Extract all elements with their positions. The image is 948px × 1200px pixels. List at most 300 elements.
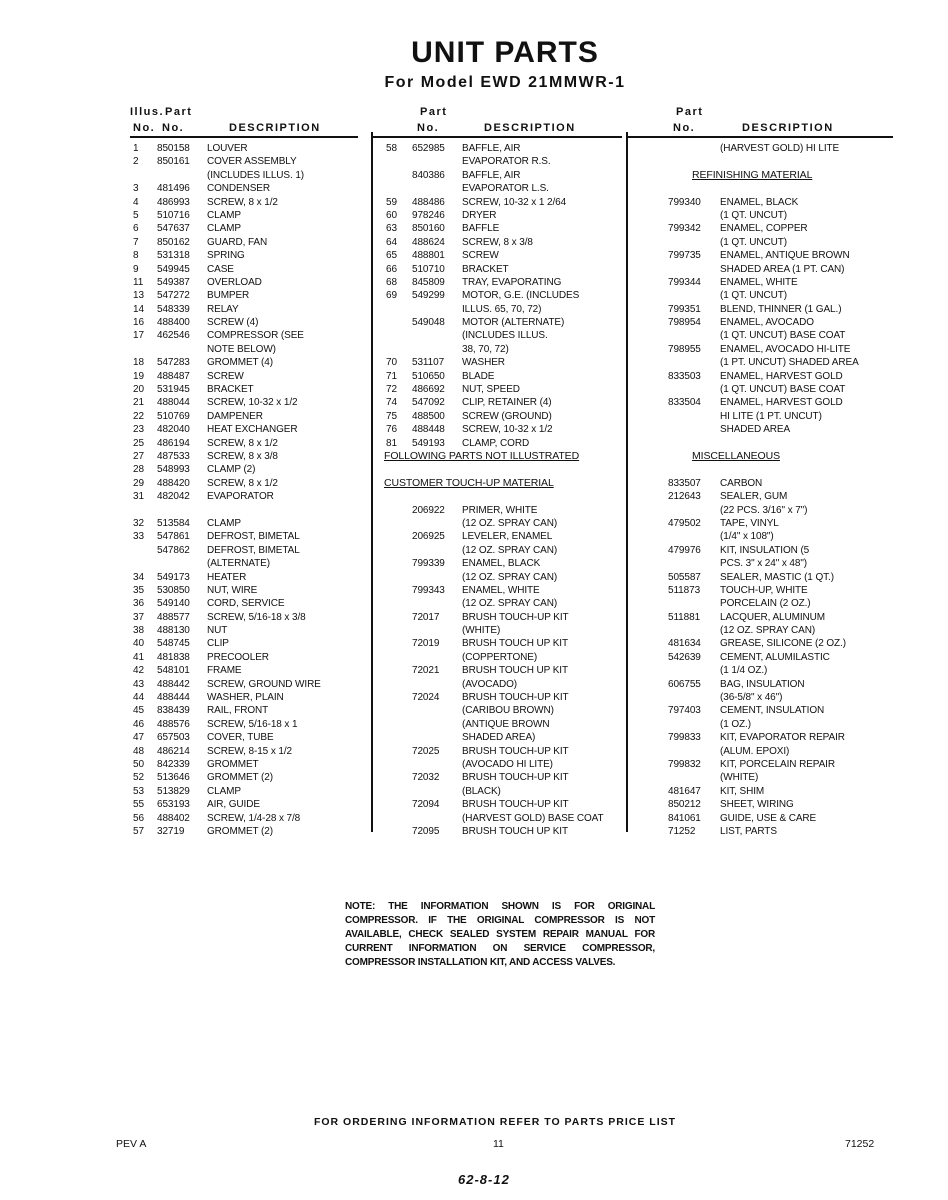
part-number: 845809 bbox=[412, 276, 445, 288]
part-row bbox=[130, 651, 360, 664]
part-description: (INCLUDES ILLUS. bbox=[462, 330, 548, 342]
part-description: (12 OZ. SPRAY CAN) bbox=[462, 571, 558, 583]
part-number: 510716 bbox=[157, 209, 190, 221]
part-row bbox=[130, 142, 360, 155]
part-description: SCREW (4) bbox=[207, 317, 259, 329]
part-row bbox=[376, 169, 626, 182]
part-number: 799735 bbox=[668, 250, 701, 262]
column-divider bbox=[626, 132, 628, 832]
section-heading bbox=[376, 477, 626, 490]
part-description: PORCELAIN (2 OZ.) bbox=[720, 598, 811, 610]
part-description: (CARIBOU BROWN) bbox=[462, 705, 554, 717]
part-number: 548993 bbox=[157, 464, 190, 476]
part-number: 549140 bbox=[157, 598, 190, 610]
part-number: 481647 bbox=[668, 785, 701, 797]
part-number: 505587 bbox=[668, 571, 701, 583]
header-part: Part bbox=[420, 106, 448, 118]
part-row bbox=[130, 718, 360, 731]
part-row bbox=[376, 771, 626, 784]
part-row-continuation bbox=[376, 544, 626, 557]
part-row-continuation bbox=[632, 504, 892, 517]
part-description: GUARD, FAN bbox=[207, 236, 268, 248]
part-row bbox=[632, 316, 892, 329]
part-row bbox=[130, 798, 360, 811]
illus-number: 60 bbox=[386, 209, 397, 221]
illus-number: 18 bbox=[133, 357, 144, 369]
part-row bbox=[376, 396, 626, 409]
part-row bbox=[130, 664, 360, 677]
part-description: SCREW, 5/16-18 x 3/8 bbox=[207, 611, 306, 623]
header-rule bbox=[628, 136, 893, 138]
illus-number: 59 bbox=[386, 196, 397, 208]
part-description: SCREW, 8-15 x 1/2 bbox=[207, 745, 292, 757]
header-part-no: No. bbox=[162, 122, 185, 134]
part-number: 799339 bbox=[412, 558, 445, 570]
part-row bbox=[376, 637, 626, 650]
part-row bbox=[632, 276, 892, 289]
part-row-continuation bbox=[632, 263, 892, 276]
illus-number: 50 bbox=[133, 758, 144, 770]
part-row bbox=[632, 812, 892, 825]
illus-number: 55 bbox=[133, 799, 144, 811]
part-row bbox=[376, 209, 626, 222]
part-description: BUMPER bbox=[207, 290, 250, 302]
part-row-continuation bbox=[376, 155, 626, 168]
part-description: SCREW, 5/16-18 x 1 bbox=[207, 718, 298, 730]
part-description: LIST, PARTS bbox=[720, 825, 777, 837]
illus-number: 52 bbox=[133, 772, 144, 784]
part-number: 833503 bbox=[668, 370, 701, 382]
part-description: (12 OZ. SPRAY CAN) bbox=[720, 625, 816, 637]
part-description: SCREW, 8 x 1/2 bbox=[207, 196, 278, 208]
part-row-continuation bbox=[632, 771, 892, 784]
part-number: 549193 bbox=[412, 437, 445, 449]
part-number: 548745 bbox=[157, 638, 190, 650]
part-description: (12 OZ. SPRAY CAN) bbox=[462, 598, 558, 610]
part-row bbox=[130, 316, 360, 329]
part-description: CLAMP bbox=[207, 517, 241, 529]
illus-number: 37 bbox=[133, 611, 144, 623]
part-row bbox=[130, 410, 360, 423]
part-number: 549299 bbox=[412, 290, 445, 302]
illus-number: 66 bbox=[386, 263, 397, 275]
part-number: 513584 bbox=[157, 517, 190, 529]
illus-number: 17 bbox=[133, 330, 144, 342]
part-description: KIT, PORCELAIN REPAIR bbox=[720, 758, 835, 770]
part-row bbox=[130, 597, 360, 610]
part-row-continuation bbox=[376, 785, 626, 798]
part-description: CEMENT, INSULATION bbox=[720, 705, 825, 717]
header-rule bbox=[372, 136, 622, 138]
part-row bbox=[376, 557, 626, 570]
part-row bbox=[632, 490, 892, 503]
part-number: 488487 bbox=[157, 370, 190, 382]
part-description: GROMMET bbox=[207, 758, 259, 770]
part-number: 547637 bbox=[157, 223, 190, 235]
illus-number: 28 bbox=[133, 464, 144, 476]
part-row bbox=[376, 276, 626, 289]
illus-number: 3 bbox=[133, 183, 139, 195]
part-description: ENAMEL, COPPER bbox=[720, 223, 808, 235]
part-description: SHADED AREA (1 PT. CAN) bbox=[720, 263, 845, 275]
part-number: 510710 bbox=[412, 263, 445, 275]
column-header bbox=[632, 104, 892, 138]
illus-number: 22 bbox=[133, 410, 144, 422]
part-description: OVERLOAD bbox=[207, 276, 262, 288]
blank-line bbox=[632, 155, 892, 168]
part-description: BAFFLE, AIR bbox=[462, 143, 521, 154]
part-number: 206925 bbox=[412, 531, 445, 543]
part-row bbox=[376, 383, 626, 396]
part-number: 530850 bbox=[157, 584, 190, 596]
illus-number: 25 bbox=[133, 437, 144, 449]
part-description: BRUSH TOUCH-UP KIT bbox=[462, 611, 569, 623]
part-row bbox=[376, 825, 626, 838]
part-description: SCREW, 8 x 3/8 bbox=[207, 450, 278, 462]
part-number: 511873 bbox=[668, 584, 701, 596]
illus-number: 13 bbox=[133, 290, 144, 302]
part-description: SPRING bbox=[207, 250, 245, 262]
part-row bbox=[376, 142, 626, 155]
part-description: ENAMEL, BLACK bbox=[462, 558, 541, 570]
blank-line bbox=[632, 463, 892, 476]
part-number: 798955 bbox=[668, 343, 701, 355]
part-number: 833507 bbox=[668, 477, 701, 489]
part-description: CLAMP bbox=[207, 223, 241, 235]
part-number: 488420 bbox=[157, 477, 190, 489]
part-description: HEATER bbox=[207, 571, 247, 583]
part-row bbox=[130, 477, 360, 490]
illus-number: 65 bbox=[386, 250, 397, 262]
part-description: CLAMP bbox=[207, 785, 241, 797]
part-description: CASE bbox=[207, 263, 234, 275]
illus-number: 7 bbox=[133, 236, 139, 248]
part-description: CORD, SERVICE bbox=[207, 598, 285, 610]
header-description: DESCRIPTION bbox=[229, 122, 321, 134]
part-row bbox=[130, 182, 360, 195]
part-description: MOTOR, G.E. (INCLUDES bbox=[462, 290, 580, 302]
part-row bbox=[376, 370, 626, 383]
part-row-continuation bbox=[632, 383, 892, 396]
part-row bbox=[376, 356, 626, 369]
part-description: SEALER, GUM bbox=[720, 491, 788, 503]
part-row bbox=[376, 423, 626, 436]
part-number: 653193 bbox=[157, 799, 190, 811]
part-number: 850212 bbox=[668, 799, 701, 811]
part-row bbox=[130, 731, 360, 744]
section-heading-text: CUSTOMER TOUCH-UP MATERIAL bbox=[384, 476, 554, 489]
part-row bbox=[632, 303, 892, 316]
part-number: 850161 bbox=[157, 156, 190, 168]
part-description: KIT, INSULATION (5 bbox=[720, 544, 810, 556]
part-description: EVAPORATOR bbox=[207, 491, 274, 503]
part-number: 486692 bbox=[412, 384, 445, 396]
illus-number: 23 bbox=[133, 424, 144, 436]
part-description: BAFFLE, AIR bbox=[462, 169, 521, 181]
part-description: CLAMP, CORD bbox=[462, 437, 530, 449]
part-row bbox=[130, 423, 360, 436]
compressor-note: NOTE: THE INFORMATION SHOWN IS FOR ORIGINAL COMPRESSOR. IF THE ORIGINAL COMPRESSOR IS NOT AVAILABLE, CHECK SEALED SYSTEM REPAIR MANUAL FOR CURRENT INFORMATION ON SERVICE COMPRESSOR, COMPRESSOR INSTALLATION KIT, AND ACCESS VALVES. bbox=[345, 901, 655, 968]
part-number: 510769 bbox=[157, 410, 190, 422]
header-part-no: No. bbox=[417, 122, 440, 134]
part-row-continuation bbox=[130, 343, 360, 356]
part-number: 547092 bbox=[412, 397, 445, 409]
part-number: 72017 bbox=[412, 611, 440, 623]
part-row bbox=[130, 758, 360, 771]
part-number: 531318 bbox=[157, 250, 190, 262]
part-row bbox=[130, 276, 360, 289]
part-description: AIR, GUIDE bbox=[207, 799, 260, 811]
header-illus-no: No. bbox=[133, 122, 156, 134]
part-description: SCREW, 8 x 1/2 bbox=[207, 437, 278, 449]
part-description: RELAY bbox=[207, 303, 239, 315]
part-number: 481634 bbox=[668, 638, 701, 650]
part-row bbox=[130, 249, 360, 262]
part-description: (ALUM. EPOXI) bbox=[720, 745, 790, 757]
part-description: SHADED AREA bbox=[720, 424, 791, 436]
part-description: ILLUS. 65, 70, 72) bbox=[462, 303, 542, 315]
part-number: 206922 bbox=[412, 504, 445, 516]
part-row bbox=[130, 396, 360, 409]
part-row-continuation bbox=[376, 651, 626, 664]
part-row-continuation bbox=[376, 704, 626, 717]
part-number: 547861 bbox=[157, 531, 190, 543]
part-row bbox=[376, 664, 626, 677]
part-description: BRUSH TOUCH UP KIT bbox=[462, 665, 568, 677]
illus-number: 2 bbox=[133, 156, 139, 168]
part-row bbox=[130, 825, 360, 838]
part-row-continuation bbox=[632, 209, 892, 222]
part-description: NUT bbox=[207, 625, 228, 637]
part-number: 486993 bbox=[157, 196, 190, 208]
handwritten-code: 62-8-12 bbox=[458, 1172, 510, 1187]
part-description: CLIP, RETAINER (4) bbox=[462, 397, 552, 409]
part-number: 606755 bbox=[668, 678, 701, 690]
part-row-continuation bbox=[632, 745, 892, 758]
part-row bbox=[130, 463, 360, 476]
illus-number: 19 bbox=[133, 370, 144, 382]
part-description: PRECOOLER bbox=[207, 651, 269, 663]
part-number: 72019 bbox=[412, 638, 440, 650]
part-description: (AVOCADO HI LITE) bbox=[462, 758, 553, 770]
part-number: 838439 bbox=[157, 705, 190, 717]
part-row bbox=[130, 289, 360, 302]
part-row bbox=[130, 785, 360, 798]
part-number: 547272 bbox=[157, 290, 190, 302]
part-row bbox=[130, 544, 360, 557]
part-row bbox=[376, 437, 626, 450]
part-number: 488577 bbox=[157, 611, 190, 623]
illus-number: 74 bbox=[386, 397, 397, 409]
part-description: SCREW bbox=[462, 250, 499, 262]
part-description: CONDENSER bbox=[207, 183, 270, 195]
part-description: (1 QT. UNCUT) BASE COAT bbox=[720, 330, 846, 342]
illus-number: 9 bbox=[133, 263, 139, 275]
part-description: (BLACK) bbox=[462, 785, 501, 797]
part-number: 488130 bbox=[157, 625, 190, 637]
illus-number: 6 bbox=[133, 223, 139, 235]
section-heading-text: REFINISHING MATERIAL bbox=[692, 168, 813, 181]
part-number: 799340 bbox=[668, 196, 701, 208]
part-row bbox=[632, 637, 892, 650]
illus-number: 81 bbox=[386, 437, 397, 449]
part-description: ENAMEL, HARVEST GOLD bbox=[720, 370, 843, 382]
part-description: HEAT EXCHANGER bbox=[207, 424, 298, 436]
illus-number: 40 bbox=[133, 638, 144, 650]
illus-number: 72 bbox=[386, 384, 397, 396]
part-number: 481838 bbox=[157, 651, 190, 663]
section-heading bbox=[632, 450, 892, 463]
part-row-continuation bbox=[632, 530, 892, 543]
part-number: 488402 bbox=[157, 812, 190, 824]
part-description: KIT, EVAPORATOR REPAIR bbox=[720, 732, 845, 744]
part-description: BRUSH TOUCH-UP KIT bbox=[462, 799, 569, 811]
part-description: (1 QT. UNCUT) bbox=[720, 209, 788, 221]
part-number: 72024 bbox=[412, 692, 440, 704]
part-description: ENAMEL, ANTIQUE BROWN bbox=[720, 250, 850, 262]
part-row-continuation bbox=[376, 303, 626, 316]
part-description: BRACKET bbox=[462, 263, 509, 275]
part-row-continuation bbox=[632, 664, 892, 677]
part-row-continuation bbox=[376, 812, 626, 825]
part-description: (1 QT. UNCUT) BASE COAT bbox=[720, 384, 846, 396]
part-row bbox=[130, 637, 360, 650]
part-row bbox=[632, 678, 892, 691]
part-number: 799833 bbox=[668, 732, 701, 744]
part-number: 488576 bbox=[157, 718, 190, 730]
part-description: (ANTIQUE BROWN bbox=[462, 718, 550, 730]
part-description: COVER ASSEMBLY bbox=[207, 156, 297, 168]
part-number: 488486 bbox=[412, 196, 445, 208]
part-description: SCREW, GROUND WIRE bbox=[207, 678, 321, 690]
part-description: SEALER, MASTIC (1 QT.) bbox=[720, 571, 834, 583]
part-number: 548101 bbox=[157, 665, 190, 677]
part-row bbox=[632, 731, 892, 744]
part-description: (12 OZ. SPRAY CAN) bbox=[462, 517, 558, 529]
part-description: BAG, INSULATION bbox=[720, 678, 805, 690]
illus-number: 41 bbox=[133, 651, 144, 663]
part-row bbox=[376, 196, 626, 209]
part-row-continuation bbox=[376, 329, 626, 342]
part-description: SCREW, 8 x 1/2 bbox=[207, 477, 278, 489]
part-row bbox=[130, 329, 360, 342]
part-description: MOTOR (ALTERNATE) bbox=[462, 317, 565, 329]
part-description: (HARVEST GOLD) BASE COAT bbox=[462, 812, 604, 824]
part-description: TAPE, VINYL bbox=[720, 517, 779, 529]
part-number: 548339 bbox=[157, 303, 190, 315]
illus-number: 21 bbox=[133, 397, 144, 409]
header-rule bbox=[130, 136, 358, 138]
part-description: COMPRESSOR (SEE bbox=[207, 330, 304, 342]
part-description: DEFROST, BIMETAL bbox=[207, 531, 300, 543]
part-description: BLEND, THINNER (1 GAL.) bbox=[720, 303, 842, 315]
part-row bbox=[376, 222, 626, 235]
part-description: BLADE bbox=[462, 370, 495, 382]
part-description: (1 QT. UNCUT) bbox=[720, 290, 788, 302]
illus-number: 47 bbox=[133, 732, 144, 744]
part-row bbox=[376, 410, 626, 423]
part-description: COVER, TUBE bbox=[207, 732, 274, 744]
part-description: (WHITE) bbox=[720, 772, 759, 784]
part-number: 488044 bbox=[157, 397, 190, 409]
part-number: 547862 bbox=[157, 544, 190, 556]
header-illus: Illus. bbox=[130, 106, 165, 118]
part-description: SHEET, WIRING bbox=[720, 799, 794, 811]
part-row bbox=[130, 771, 360, 784]
part-row bbox=[130, 624, 360, 637]
illus-number: 33 bbox=[133, 531, 144, 543]
part-row bbox=[130, 437, 360, 450]
part-row-continuation bbox=[130, 169, 360, 182]
part-number: 850162 bbox=[157, 236, 190, 248]
illus-number: 1 bbox=[133, 143, 139, 154]
part-number: 799343 bbox=[412, 584, 445, 596]
part-description: LACQUER, ALUMINUM bbox=[720, 611, 825, 623]
part-description: (22 PCS. 3/16" x 7") bbox=[720, 504, 808, 516]
part-row bbox=[376, 316, 626, 329]
illus-number: 45 bbox=[133, 705, 144, 717]
part-row bbox=[130, 155, 360, 168]
part-description: LOUVER bbox=[207, 143, 248, 154]
part-row-continuation bbox=[632, 236, 892, 249]
part-description: SCREW bbox=[207, 370, 244, 382]
part-row bbox=[632, 544, 892, 557]
illus-number: 8 bbox=[133, 250, 139, 262]
illus-number: 31 bbox=[133, 491, 144, 503]
part-description: HI LITE (1 PT. UNCUT) bbox=[720, 410, 822, 422]
illus-number: 64 bbox=[386, 236, 397, 248]
part-description: (1 1/4 OZ.) bbox=[720, 665, 768, 677]
part-number: 482040 bbox=[157, 424, 190, 436]
part-description: BRUSH TOUCH-UP KIT bbox=[462, 772, 569, 784]
part-description: SCREW, 8 x 3/8 bbox=[462, 236, 533, 248]
illus-number: 27 bbox=[133, 450, 144, 462]
part-row bbox=[130, 812, 360, 825]
part-description: SHADED AREA) bbox=[462, 732, 536, 744]
part-number: 510650 bbox=[412, 370, 445, 382]
part-description: GROMMET (2) bbox=[207, 772, 273, 784]
part-row bbox=[632, 517, 892, 530]
section-heading-text: FOLLOWING PARTS NOT ILLUSTRATED bbox=[384, 449, 580, 462]
part-number: 462546 bbox=[157, 330, 190, 342]
part-number: 488442 bbox=[157, 678, 190, 690]
part-number: 72095 bbox=[412, 825, 440, 837]
part-description: (1 QT. UNCUT) bbox=[720, 236, 788, 248]
part-number: 549387 bbox=[157, 276, 190, 288]
part-row-continuation bbox=[632, 557, 892, 570]
illus-number: 4 bbox=[133, 196, 139, 208]
part-row bbox=[376, 798, 626, 811]
part-description: (HARVEST GOLD) HI LITE bbox=[720, 143, 840, 154]
part-row bbox=[632, 704, 892, 717]
part-row-continuation bbox=[632, 597, 892, 610]
illus-number: 36 bbox=[133, 598, 144, 610]
part-row bbox=[376, 289, 626, 302]
part-number: 32719 bbox=[157, 825, 185, 837]
part-row bbox=[632, 249, 892, 262]
part-row bbox=[130, 450, 360, 463]
part-number: 488444 bbox=[157, 692, 190, 704]
blank-line bbox=[376, 490, 626, 503]
illus-number: 68 bbox=[386, 276, 397, 288]
part-number: 513829 bbox=[157, 785, 190, 797]
part-row-continuation bbox=[376, 182, 626, 195]
column-divider bbox=[371, 132, 373, 832]
parts-column-2 bbox=[376, 104, 626, 838]
part-description: NUT, SPEED bbox=[462, 384, 520, 396]
part-row bbox=[376, 249, 626, 262]
part-row bbox=[130, 530, 360, 543]
